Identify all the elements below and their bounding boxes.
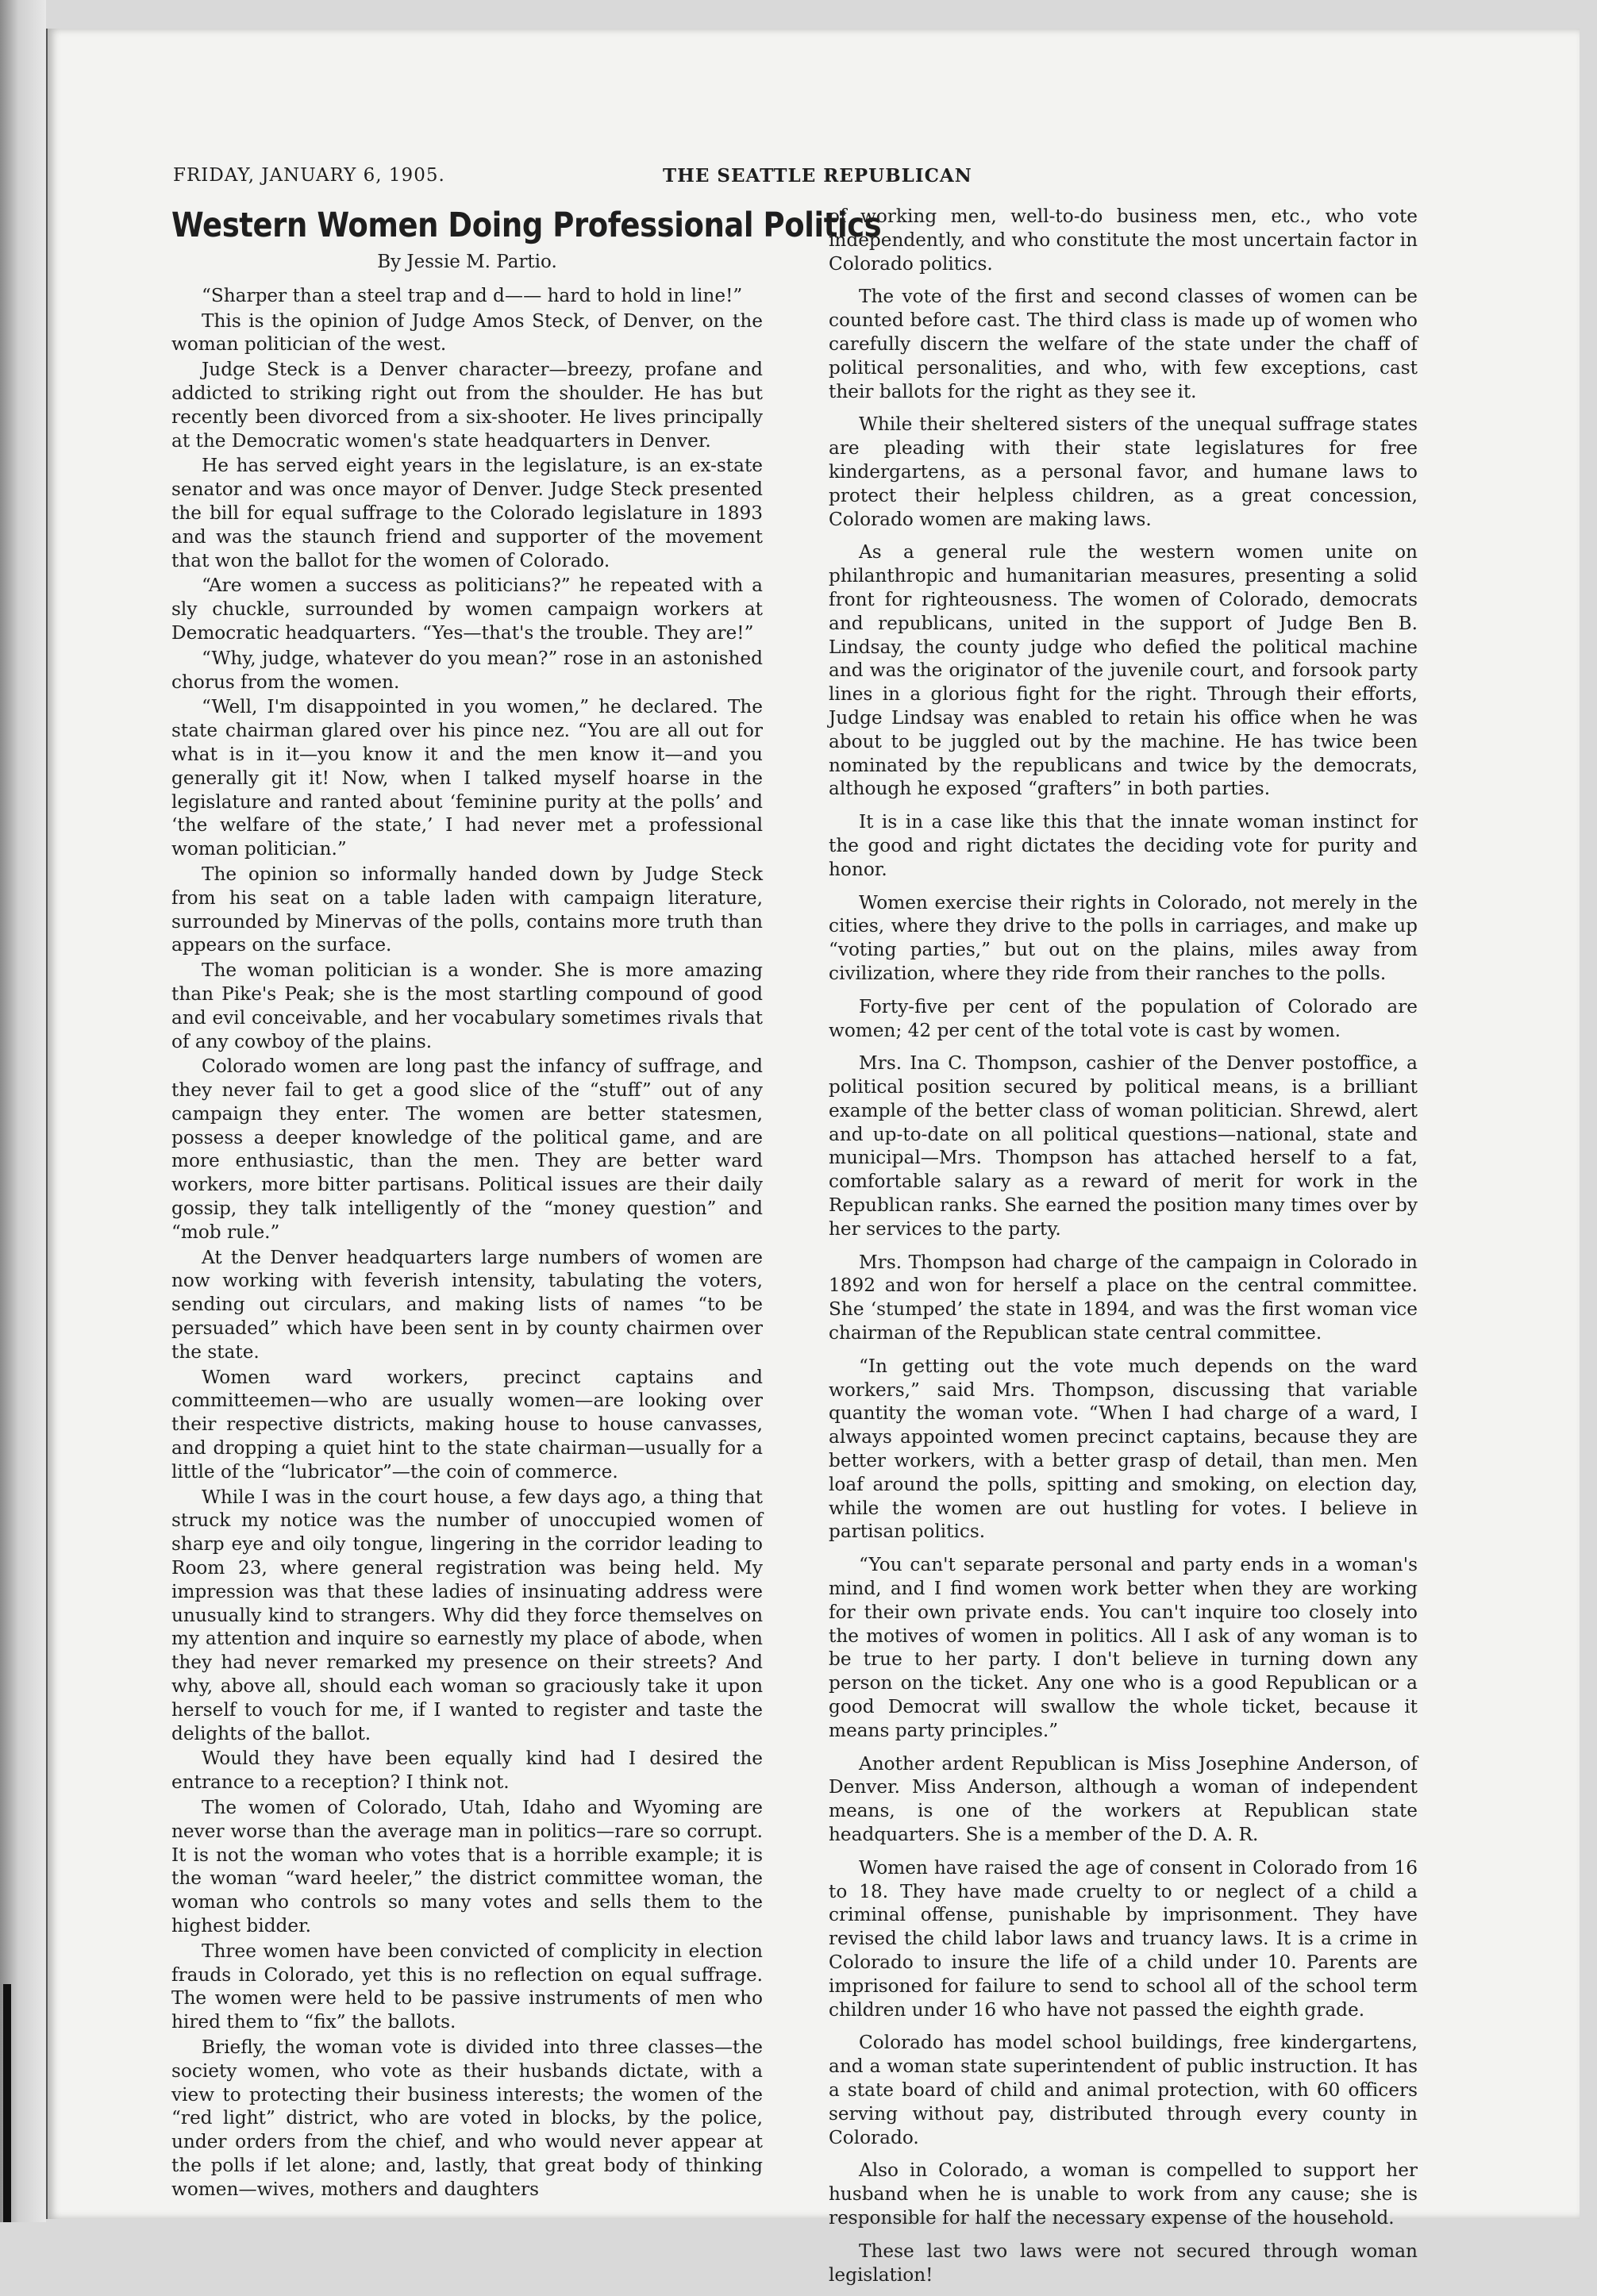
article-paragraph: Three women have been convicted of complicity in election frauds in Colorado, yet this is no reflection on equal suffrage. The women were held to be passive instruments of men who hired them to “fix” the ballots. (171, 1940, 763, 2033)
article-paragraph: The women of Colorado, Utah, Idaho and Wyoming are never worse than the average man in politics—rare so corrupt. It is not the woman who votes that is a horrible example; it is the woman “ward heeler,” the district committee woman, the woman who controls so many votes and sells them to the highest bidder. (171, 1797, 763, 1936)
left-column (171, 205, 882, 2203)
article-paragraph: “Well, I'm disappointed in you women,” he declared. The state chairman glared over his pince nez. “You are all out for what is in it—you know it and the men know it—and you generally git it! Now, when I talked myself hoarse in the legislature and ranted about ‘feminine purity at the polls’ and ‘the welfare of the state,’ I had never met a professional woman politician.” (171, 696, 763, 860)
article-paragraph: The opinion so informally handed down by Judge Steck from his seat on a table laden with campaign literature, surrounded by Minervas of the polls, contains more truth than appears on the surface. (171, 863, 763, 956)
article-paragraph: “Are women a success as politicians?” he repeated with a sly chuckle, surrounded by women campaign workers at Democratic headquarters. “Yes—that's the trouble. They are!” (171, 575, 763, 644)
article-paragraph: This is the opinion of Judge Amos Steck, of Denver, on the woman politician of the west. (171, 310, 763, 356)
article-byline: By Jessie M. Partio. (377, 252, 557, 272)
article-paragraph: Would they have been equally kind had I desired the entrance to a reception? I think not. (171, 1748, 763, 1794)
page-header (173, 165, 1411, 194)
article-paragraph: “You can't separate personal and party ends in a woman's mind, and I find women work better when they are working for their own private ends. You can't inquire too closely into the motives of women in politics. All I ask of any woman is to be true to her party. I don't believe in turning down any person on the ticket. Any one who is a good Republican or a good Democrat will swallow the whole ticket, because it means party principles.” (829, 1554, 1418, 1741)
article-paragraph: The woman politician is a wonder. She is more amazing than Pike's Peak; she is the most startling compound of good and evil conceivable, and her vocabulary sometimes rivals that of any cowboy of the plains. (171, 960, 763, 1052)
left-column-body (171, 284, 763, 2202)
article-paragraph: of working men, well-to-do business men, etc., who vote independently, and who constitute the most uncertain factor in Colorado politics. (829, 206, 1418, 275)
page-binding (0, 0, 46, 2222)
article-paragraph: Colorado women are long past the infancy of suffrage, and they never fail to get a good slice of the “stuff” out of any campaign they enter. The women are better statesmen, possess a deeper knowledge of the political game, and are more enthusiastic, than the men. They are better ward workers, more bitter partisans. Political issues are their daily gossip, they talk intelligently of the “money question” and “mob rule.” (171, 1056, 763, 1243)
article-paragraph: Mrs. Thompson had charge of the campaign in Colorado in 1892 and won for herself a place on the central committee. She ‘stumped’ the state in 1894, and was the first woman vice chairman of the Republican state central committee. (829, 1251, 1418, 1344)
article-paragraph: At the Denver headquarters large numbers of women are now working with feverish intensity, tabulating the voters, sending out circulars, and making lists of names “to be persuaded” which have been sent in by county chairmen over the state. (171, 1246, 763, 1363)
article-paragraph: While their sheltered sisters of the unequal suffrage states are pleading with their state legislatures for free kindergartens, as a personal favor, and humane laws to protect their helpless children, as a great concession, Colorado women are making laws. (829, 413, 1418, 530)
article-paragraph: Women exercise their rights in Colorado, not merely in the cities, where they drive to the polls in carriages, and make up “voting parties,” but out on the plains, miles away from civilization, where they ride from their ranches to the polls. (829, 891, 1418, 984)
article-paragraph: Women ward workers, precinct captains and committeemen—who are usually women—are looking over their respective districts, making house to house canvasses, and dropping a quiet hint to the state chairman—usually for a little of the “lubricator”—the coin of commerce. (171, 1366, 763, 1483)
article-paragraph: Colorado has model school buildings, free kindergartens, and a woman state superintendent of public instruction. It has a state board of child and animal protection, with 60 officers serving without pay, distributed through every county in Colorado. (829, 2032, 1418, 2148)
article-headline: Western Women Doing Professional Politics (171, 206, 882, 245)
binding-mark (3, 1984, 11, 2222)
article-paragraph: As a general rule the western women unite on philanthropic and humanitarian measures, presenting a solid front for righteousness. The women of Colorado, democrats and republicans, united in the support of Judge Ben B. Lindsay, the county judge who defied the political machine and was the originator of the juvenile court, and forsook party lines in a glorious fight for the right. Through their efforts, Judge Lindsay was enabled to retain his office when he was about to be juggled out by the machine. He has twice been nominated by the republicans and twice by the democrats, although he exposed “grafters” in both parties. (829, 541, 1418, 800)
article-paragraph: “Why, judge, whatever do you mean?” rose in an astonished chorus from the women. (171, 647, 763, 693)
article-paragraph: It is in a case like this that the innate woman instinct for the good and right dictates the deciding vote for purity and honor. (829, 811, 1418, 880)
article-paragraph: Briefly, the woman vote is divided into three classes—the society women, who vote as their husbands dictate, with a view to protecting their business interests; the women of the “red light” district, who are voted in blocks, by the police, under orders from the chief, and who would never appear at the polls if let alone; and, lastly, that great body of thinking women—wives, mothers and daughters (171, 2036, 763, 2200)
article-paragraph: Another ardent Republican is Miss Josephine Anderson, of Denver. Miss Anderson, although a woman of independent means, is one of the workers at Republican state headquarters. She is a member of the D. A. R. (829, 1752, 1418, 1845)
article-paragraph: Women have raised the age of consent in Colorado from 16 to 18. They have made cruelty to or neglect of a child a criminal offense, punishable by imprisonment. They have revised the child labor laws and truancy laws. It is a crime in Colorado to insure the life of a child under 10. Parents are imprisoned for failure to send to school all of the school term children under 16 who have not passed the eighth grade. (829, 1856, 1418, 2021)
article-paragraph: “Sharper than a steel trap and d—— hard to hold in line!” (202, 284, 743, 306)
article-paragraph: Mrs. Ina C. Thompson, cashier of the Denver postoffice, a political position secured by political means, is a brilliant example of the better class of woman politician. Shrewd, alert and up-to-date on all political questions—national, state and municipal—Mrs. Thompson has attached herself to a fat, comfortable salary as a reward of merit for work in the Republican ranks. She earned the position many times over by her services to the party. (829, 1052, 1418, 1240)
newspaper-name: THE SEATTLE REPUBLICAN (663, 165, 972, 187)
article-paragraph: He has served eight years in the legislature, is an ex-state senator and was once mayor of Denver. Judge Steck presented the bill for equal suffrage to the Colorado legislature in 1893 and was the staunch friend and supporter of the movement that won the ballot for the women of Colorado. (171, 455, 763, 571)
issue-date: FRIDAY, JANUARY 6, 1905. (173, 165, 445, 186)
article-paragraph: The vote of the first and second classes of women can be counted before cast. The third class is made up of women who carefully discern the welfare of the state under the chaff of political personalities, and who, with few exceptions, cast their ballots for the right as they see it. (829, 286, 1418, 402)
article-paragraph: Forty-five per cent of the population of Colorado are women; 42 per cent of the total vote is cast by women. (829, 995, 1418, 1041)
article-paragraph: “In getting out the vote much depends on the ward workers,” said Mrs. Thompson, discussing that variable quantity the woman vote. “When I had charge of a ward, I always appointed women precinct captains, because they are better workers, with a better grasp of detail, than men. Men loaf around the polls, spitting and smoking, on election day, while the women are out hustling for votes. I believe in partisan politics. (829, 1355, 1418, 1543)
article-paragraph: While I was in the court house, a few days ago, a thing that struck my notice was the number of unoccupied women of sharp eye and oily tongue, lingering in the corridor leading to Room 23, where general registration was being held. My impression was that these ladies of insinuating address were unusually kind to strangers. Why did they force themselves on my attention and inquire so earnestly my place of abode, when they had never remarked my presence on their streets? And why, above all, should each woman so graciously take it upon herself to vouch for me, if I wanted to register and taste the delights of the ballot. (171, 1486, 763, 1744)
article-paragraph: These last two laws were not secured through woman legislation! (829, 2240, 1418, 2286)
right-column-body (829, 205, 1418, 2286)
right-column (829, 205, 1418, 2296)
article-paragraph: Also in Colorado, a woman is compelled to support her husband when he is unable to work from any cause; she is responsible for half the necessary expense of the household. (829, 2159, 1418, 2229)
article-paragraph: Judge Steck is a Denver character—breezy, profane and addicted to striking right out from the shoulder. He has but recently been divorced from a six-shooter. He lives principally at the Democratic women's state headquarters in Denver. (171, 359, 763, 452)
